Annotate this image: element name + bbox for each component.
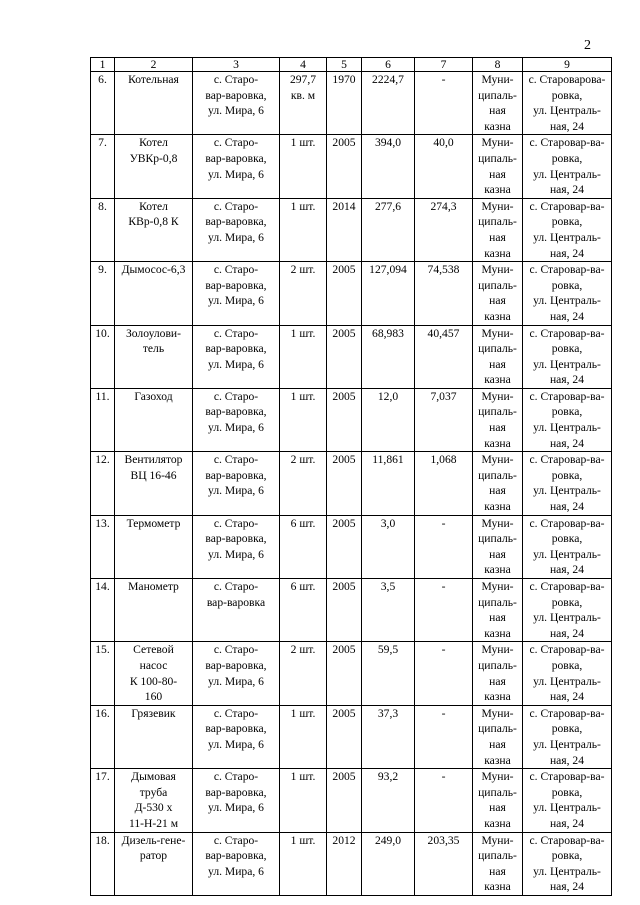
column-header: 5 <box>327 58 362 72</box>
item-holder-address: с. Старовар-ва- ровка, ул. Централь- ная, 24 <box>523 579 612 642</box>
item-value-col7: 40,457 <box>415 325 473 388</box>
item-year: 2012 <box>327 832 362 895</box>
item-year: 2005 <box>327 579 362 642</box>
item-name: Котел УВКр-0,8 <box>115 135 193 198</box>
item-address: с. Старо- вар-варовка, ул. Мира, 6 <box>193 642 280 705</box>
item-address: с. Старо- вар-варовка <box>193 579 280 642</box>
table-row <box>91 262 612 325</box>
item-value-col6: 2224,7 <box>362 72 415 135</box>
item-name: Манометр <box>115 579 193 642</box>
column-header: 2 <box>115 58 193 72</box>
item-value-col7: 40,0 <box>415 135 473 198</box>
row-number: 17. <box>91 769 115 832</box>
item-name: Грязевик <box>115 705 193 768</box>
item-value-col7: - <box>415 515 473 578</box>
item-owner: Муни- ципаль- ная казна <box>473 452 523 515</box>
column-header: 6 <box>362 58 415 72</box>
table-row <box>91 72 612 135</box>
table-row <box>91 388 612 451</box>
column-header: 8 <box>473 58 523 72</box>
item-value-col7: 74,538 <box>415 262 473 325</box>
item-address: с. Старо- вар-варовка, ул. Мира, 6 <box>193 452 280 515</box>
item-value-col7: 274,3 <box>415 198 473 261</box>
item-year: 2005 <box>327 325 362 388</box>
item-holder-address: с. Старовар-ва- ровка, ул. Централь- ная, 24 <box>523 388 612 451</box>
item-value-col7: - <box>415 642 473 705</box>
item-holder-address: с. Старовар-ва- ровка, ул. Централь- ная, 24 <box>523 452 612 515</box>
property-registry-table <box>90 57 612 896</box>
item-holder-address: с. Старовар-ва- ровка, ул. Централь- ная, 24 <box>523 325 612 388</box>
item-address: с. Старо- вар-варовка, ул. Мира, 6 <box>193 769 280 832</box>
table-row <box>91 769 612 832</box>
item-holder-address: с. Староварова- ровка, ул. Централь- ная, 24 <box>523 72 612 135</box>
item-name: Котельная <box>115 72 193 135</box>
item-address: с. Старо- вар-варовка, ул. Мира, 6 <box>193 262 280 325</box>
item-holder-address: с. Старовар-ва- ровка, ул. Централь- ная, 24 <box>523 262 612 325</box>
item-owner: Муни- ципаль- ная казна <box>473 262 523 325</box>
row-number: 6. <box>91 72 115 135</box>
item-owner: Муни- ципаль- ная казна <box>473 198 523 261</box>
item-address: с. Старо- вар-варовка, ул. Мира, 6 <box>193 325 280 388</box>
item-owner: Муни- ципаль- ная казна <box>473 642 523 705</box>
item-year: 1970 <box>327 72 362 135</box>
item-owner: Муни- ципаль- ная казна <box>473 515 523 578</box>
item-quantity: 1 шт. <box>280 198 327 261</box>
item-quantity: 2 шт. <box>280 262 327 325</box>
row-number: 18. <box>91 832 115 895</box>
item-value-col7: - <box>415 579 473 642</box>
item-address: с. Старо- вар-варовка, ул. Мира, 6 <box>193 515 280 578</box>
item-holder-address: с. Старовар-ва- ровка, ул. Централь- ная, 24 <box>523 198 612 261</box>
table-row <box>91 198 612 261</box>
row-number: 14. <box>91 579 115 642</box>
item-address: с. Старо- вар-варовка, ул. Мира, 6 <box>193 198 280 261</box>
item-address: с. Старо- вар-варовка, ул. Мира, 6 <box>193 135 280 198</box>
item-quantity: 1 шт. <box>280 769 327 832</box>
item-value-col7: 1,068 <box>415 452 473 515</box>
item-value-col6: 127,094 <box>362 262 415 325</box>
item-quantity: 1 шт. <box>280 388 327 451</box>
item-owner: Муни- ципаль- ная казна <box>473 579 523 642</box>
column-header: 7 <box>415 58 473 72</box>
item-address: с. Старо- вар-варовка, ул. Мира, 6 <box>193 705 280 768</box>
item-holder-address: с. Старовар-ва- ровка, ул. Централь- ная, 24 <box>523 515 612 578</box>
item-value-col6: 68,983 <box>362 325 415 388</box>
item-quantity: 6 шт. <box>280 579 327 642</box>
item-holder-address: с. Старовар-ва- ровка, ул. Централь- ная, 24 <box>523 832 612 895</box>
item-year: 2005 <box>327 769 362 832</box>
item-owner: Муни- ципаль- ная казна <box>473 135 523 198</box>
table-row <box>91 705 612 768</box>
item-year: 2005 <box>327 135 362 198</box>
item-year: 2005 <box>327 705 362 768</box>
item-name: Термометр <box>115 515 193 578</box>
table-row <box>91 515 612 578</box>
item-value-col6: 3,5 <box>362 579 415 642</box>
row-number: 7. <box>91 135 115 198</box>
item-value-col6: 394,0 <box>362 135 415 198</box>
item-year: 2005 <box>327 388 362 451</box>
item-holder-address: с. Старовар-ва- ровка, ул. Централь- ная, 24 <box>523 642 612 705</box>
item-name: Дизель-гене- ратор <box>115 832 193 895</box>
column-header-row <box>91 58 612 72</box>
item-name: Дымосос-6,3 <box>115 262 193 325</box>
item-address: с. Старо- вар-варовка, ул. Мира, 6 <box>193 72 280 135</box>
column-header: 9 <box>523 58 612 72</box>
item-quantity: 1 шт. <box>280 135 327 198</box>
row-number: 10. <box>91 325 115 388</box>
item-name: Сетевой насос К 100-80- 160 <box>115 642 193 705</box>
row-number: 9. <box>91 262 115 325</box>
item-holder-address: с. Старовар-ва- ровка, ул. Централь- ная, 24 <box>523 705 612 768</box>
column-header: 4 <box>280 58 327 72</box>
table-row <box>91 135 612 198</box>
row-number: 8. <box>91 198 115 261</box>
item-owner: Муни- ципаль- ная казна <box>473 388 523 451</box>
item-quantity: 1 шт. <box>280 705 327 768</box>
item-owner: Муни- ципаль- ная казна <box>473 325 523 388</box>
column-header: 3 <box>193 58 280 72</box>
item-year: 2014 <box>327 198 362 261</box>
item-name: Дымовая труба Д-530 х 11-Н-21 м <box>115 769 193 832</box>
item-name: Вентилятор ВЦ 16-46 <box>115 452 193 515</box>
item-value-col7: 7,037 <box>415 388 473 451</box>
item-name: Газоход <box>115 388 193 451</box>
item-value-col6: 3,0 <box>362 515 415 578</box>
item-year: 2005 <box>327 262 362 325</box>
page-number: 2 <box>584 38 591 53</box>
item-address: с. Старо- вар-варовка, ул. Мира, 6 <box>193 832 280 895</box>
table-row <box>91 642 612 705</box>
item-value-col6: 12,0 <box>362 388 415 451</box>
item-owner: Муни- ципаль- ная казна <box>473 72 523 135</box>
item-owner: Муни- ципаль- ная казна <box>473 705 523 768</box>
item-year: 2005 <box>327 515 362 578</box>
row-number: 15. <box>91 642 115 705</box>
item-name: Котел КВр-0,8 К <box>115 198 193 261</box>
item-value-col7: 203,35 <box>415 832 473 895</box>
item-owner: Муни- ципаль- ная казна <box>473 832 523 895</box>
item-quantity: 1 шт. <box>280 325 327 388</box>
item-quantity: 2 шт. <box>280 452 327 515</box>
item-value-col7: - <box>415 769 473 832</box>
item-quantity: 2 шт. <box>280 642 327 705</box>
row-number: 16. <box>91 705 115 768</box>
table-row <box>91 325 612 388</box>
item-year: 2005 <box>327 452 362 515</box>
item-owner: Муни- ципаль- ная казна <box>473 769 523 832</box>
item-value-col7: - <box>415 705 473 768</box>
item-name: Золоулови- тель <box>115 325 193 388</box>
item-quantity: 1 шт. <box>280 832 327 895</box>
item-holder-address: с. Старовар-ва- ровка, ул. Централь- ная, 24 <box>523 769 612 832</box>
table-row <box>91 832 612 895</box>
item-value-col6: 59,5 <box>362 642 415 705</box>
item-value-col6: 93,2 <box>362 769 415 832</box>
item-quantity: 6 шт. <box>280 515 327 578</box>
column-header: 1 <box>91 58 115 72</box>
item-quantity: 297,7 кв. м <box>280 72 327 135</box>
item-value-col6: 37,3 <box>362 705 415 768</box>
row-number: 13. <box>91 515 115 578</box>
table-row <box>91 452 612 515</box>
table-row <box>91 579 612 642</box>
item-holder-address: с. Старовар-ва- ровка, ул. Централь- ная, 24 <box>523 135 612 198</box>
item-year: 2005 <box>327 642 362 705</box>
item-value-col6: 11,861 <box>362 452 415 515</box>
row-number: 12. <box>91 452 115 515</box>
table-body <box>91 58 612 896</box>
item-address: с. Старо- вар-варовка, ул. Мира, 6 <box>193 388 280 451</box>
item-value-col6: 277,6 <box>362 198 415 261</box>
row-number: 11. <box>91 388 115 451</box>
item-value-col7: - <box>415 72 473 135</box>
item-value-col6: 249,0 <box>362 832 415 895</box>
